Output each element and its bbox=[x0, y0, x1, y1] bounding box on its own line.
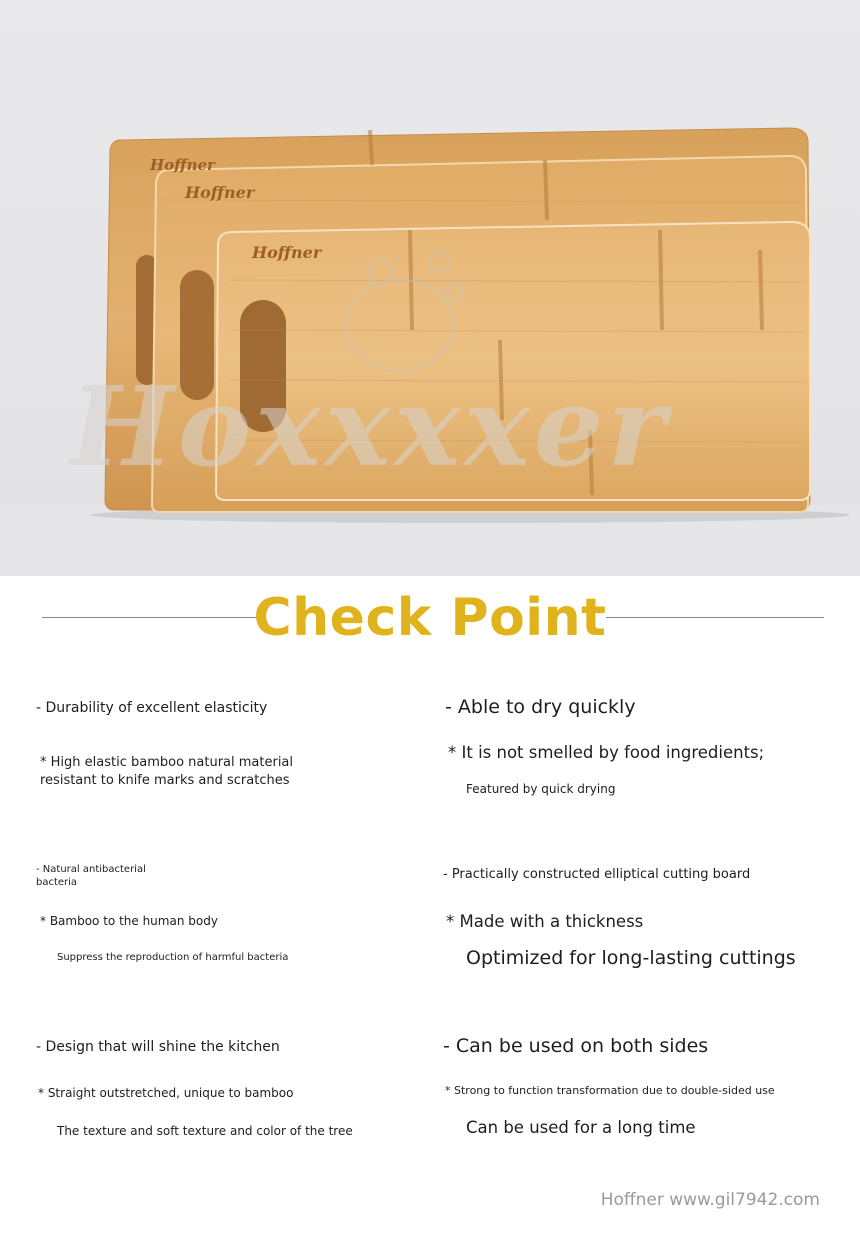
cutting-boards-illustration bbox=[0, 0, 860, 576]
title-divider-right bbox=[606, 617, 824, 618]
point-detail: * Strong to function transformation due to double-sided use bbox=[445, 1084, 775, 1097]
point-detail: * Made with a thickness bbox=[446, 912, 644, 931]
point-heading-line2: bacteria bbox=[36, 877, 78, 888]
svg-text:Hoffner: Hoffner bbox=[150, 156, 215, 174]
point-sub: The texture and soft texture and color of the tree bbox=[57, 1124, 353, 1138]
point-heading: - Can be used on both sides bbox=[443, 1035, 709, 1057]
point-sub: Featured by quick drying bbox=[466, 782, 616, 796]
point-detail: * Straight outstretched, unique to bamboo bbox=[38, 1086, 294, 1100]
point-heading: - Able to dry quickly bbox=[445, 696, 636, 718]
point-sub: resistant to knife marks and scratches bbox=[40, 773, 290, 788]
point-heading: - Practically constructed elliptical cutting board bbox=[443, 867, 751, 882]
point-detail: * It is not smelled by food ingredients; bbox=[448, 743, 765, 762]
product-photo bbox=[0, 0, 860, 576]
svg-text:Hoffner: Hoffner bbox=[252, 243, 322, 262]
point-sub: Suppress the reproduction of harmful bacteria bbox=[57, 952, 289, 963]
point-heading: - Design that will shine the kitchen bbox=[36, 1039, 280, 1055]
point-detail: * High elastic bamboo natural material bbox=[40, 755, 294, 770]
point-detail: * Bamboo to the human body bbox=[40, 914, 218, 928]
footer-brand-url: Hoffner www.gil7942.com bbox=[600, 1190, 820, 1210]
point-sub: Optimized for long-lasting cuttings bbox=[466, 947, 796, 969]
point-heading: - Durability of excellent elasticity bbox=[36, 700, 268, 716]
section-title: Check Point bbox=[253, 588, 607, 648]
point-heading-line1: - Natural antibacterial bbox=[36, 864, 146, 875]
svg-text:Hoffner: Hoffner bbox=[185, 183, 255, 202]
point-sub: Can be used for a long time bbox=[466, 1118, 696, 1137]
svg-text:Hoxxxxer: Hoxxxxer bbox=[70, 362, 670, 491]
